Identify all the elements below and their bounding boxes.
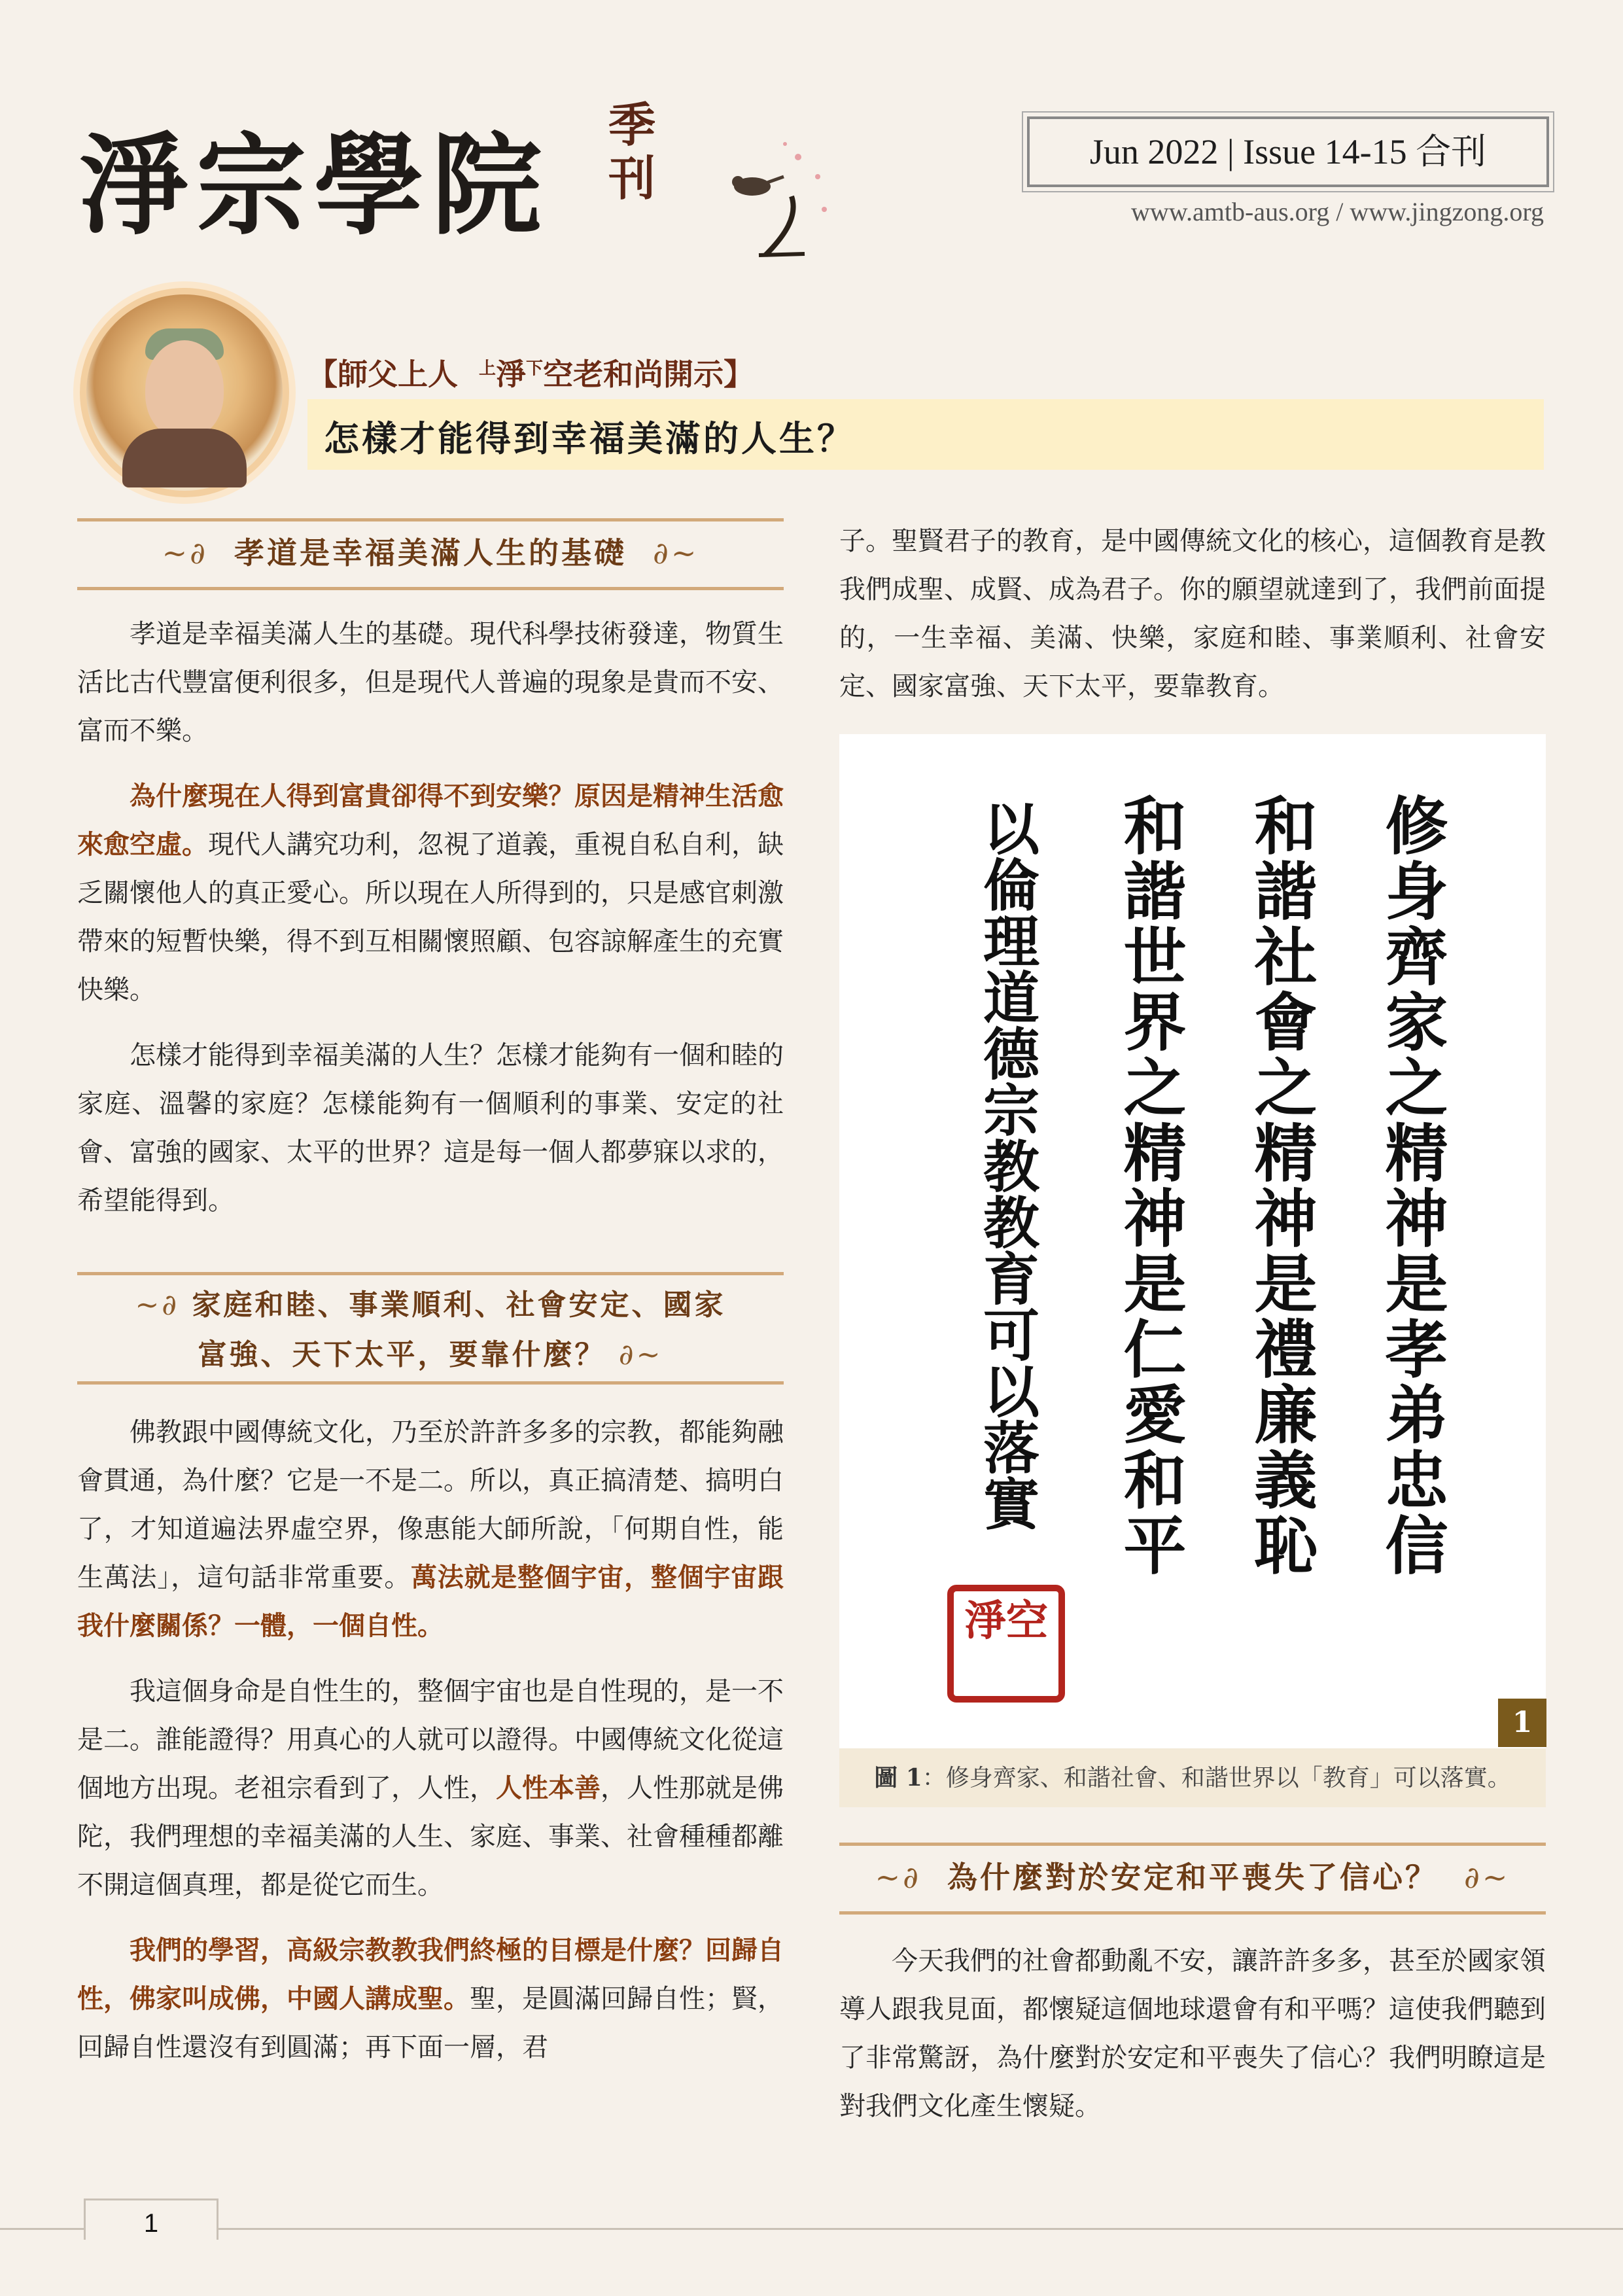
swirl-ornament-icon: ∂~ — [653, 535, 699, 571]
section-heading-1: ~∂ 孝道是幸福美滿人生的基礎 ∂~ — [77, 518, 784, 590]
swirl-ornament-icon: ~∂ — [162, 535, 208, 571]
banner-label: 【師父上人 $^上$淨$^下$空老和尚開示】 — [307, 357, 754, 392]
masthead-title: 淨宗學院 — [79, 120, 550, 250]
paragraph: 佛教跟中國傳統文化，乃至於許許多多的宗教，都能夠融會貫通，為什麼？它是一不是二。所以，真正搞清楚、搞明白了，才知道遍法界虛空界，像惠能大師所說，「何期自性，能生萬法」，這句話非常重要。萬法就是整個宇宙，整個宇宙跟我什麼關係？一體，一個自性。 — [77, 1417, 784, 1641]
right-column-body — [839, 517, 1546, 728]
red-seal-icon: 淨空 — [947, 1585, 1065, 1703]
paragraph: 怎樣才能得到幸福美滿的人生？怎樣才能夠有一個和睦的家庭、溫馨的家庭？怎樣能夠有一個順利的事業、安定的社會、富強的國家、太平的世界？這是每一個人都夢寐以求的，希望能得到。 — [77, 1040, 784, 1216]
article-title: 怎樣才能得到幸福美滿的人生？ — [324, 417, 855, 459]
footer-rule — [0, 2228, 1623, 2230]
website-link[interactable]: www.amtb-aus.org / www.jingzong.org — [1130, 197, 1544, 226]
calligraphy-column: 和諧世界之精神是仁愛和平 — [1113, 793, 1187, 1578]
issue-box: Jun 2022 | Issue 14-15 合刊 — [1027, 116, 1549, 187]
swirl-ornament-icon: ~∂ — [135, 1288, 180, 1322]
figure-caption: 圖 1：修身齊家、和諧社會、和諧世界以「教育」可以落實。 — [839, 1748, 1546, 1807]
paragraph: 孝道是幸福美滿人生的基礎。現代科學技術發達，物質生活比古代豐富便利很多，但是現代人普遍的現象是貴而不安、富而不樂。 — [77, 619, 784, 746]
calligraphy-figure — [839, 734, 1546, 1748]
paragraph: 我們的學習，高級宗教教我們終極的目標是什麼？回歸自性，佛家叫成佛，中國人講成聖。聖，是圓滿回歸自性；賢，回歸自性還沒有到圓滿；再下面一層，君 — [77, 1935, 784, 2062]
monk-portrait-icon — [80, 288, 289, 497]
swirl-ornament-icon: ~∂ — [875, 1860, 921, 1895]
swirl-ornament-icon: ∂~ — [1464, 1860, 1510, 1895]
calligraphy-column: 修身齊家之精神是孝弟忠信 — [1375, 793, 1449, 1578]
swirl-ornament-icon: ∂~ — [618, 1338, 663, 1371]
bird-branch-icon — [720, 131, 837, 262]
paragraph: 今天我們的社會都動亂不安，讓許許多多，甚至於國家領導人跟我見面，都懷疑這個地球還會有和平嗎？這使我們聽到了非常驚訝，為什麼對於安定和平喪失了信心？我們明瞭這是對我們文化產生懷疑。 — [839, 1946, 1546, 2121]
paragraph: 子。聖賢君子的教育，是中國傳統文化的核心，這個教育是教我們成聖、成賢、成為君子。你的願望就達到了，我們前面提的，一生幸福、美滿、快樂，家庭和睦、事業順利、社會安定、國家富強、天下太平，要靠教育。 — [839, 526, 1546, 701]
page-number: 1 — [84, 2199, 218, 2240]
section-3-body — [839, 1937, 1546, 2147]
masthead-subtitle: 季刊 — [608, 97, 656, 206]
figure-number: 1 — [1498, 1699, 1546, 1747]
section-2-body — [77, 1408, 784, 2089]
section-heading-3: ~∂ 為什麼對於安定和平喪失了信心？ ∂~ — [839, 1843, 1546, 1915]
section-heading-2: ~∂ 家庭和睦、事業順利、社會安定、國家 富強、天下太平，要靠什麼？ ∂~ — [77, 1272, 784, 1385]
section-1-body — [77, 610, 784, 1242]
paragraph: 我這個身命是自性生的，整個宇宙也是自性現的，是一不是二。誰能證得？用真心的人就可以證得。中國傳統文化從這個地方出現。老祖宗看到了，人性，人性本善，人性那就是佛陀，我們理想的幸福美滿的人生、家庭、事業、社會種種都離不開這個真理，都是從它而生。 — [77, 1676, 784, 1900]
calligraphy-column: 和諧社會之精神是禮廉義恥 — [1244, 793, 1318, 1578]
calligraphy-column: 以倫理道德宗教教育可以落實 — [973, 800, 1039, 1531]
paragraph: 為什麼現在人得到富貴卻得不到安樂？原因是精神生活愈來愈空虛。現代人講究功利，忽視了道義，重視自私自利，缺乏關懷他人的真正愛心。所以現在人所得到的，只是感官刺激帶來的短暫快樂，得不到互相關懷照顧、包容諒解產生的充實快樂。 — [77, 781, 784, 1005]
